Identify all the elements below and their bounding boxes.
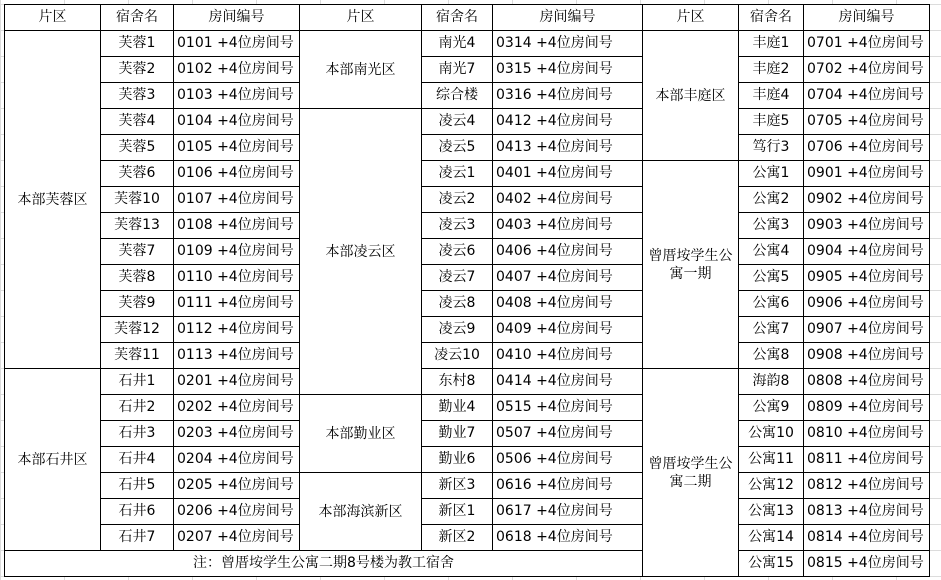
room-code-cell: 0202 +4位房间号: [174, 395, 300, 421]
dorm-name-cell: 芙蓉9: [101, 291, 174, 317]
dorm-name-cell: 新区2: [422, 525, 493, 551]
dorm-name-cell: 丰庭2: [739, 57, 804, 83]
header-room-2: 房间编号: [493, 5, 643, 31]
table-row: [5, 135, 930, 161]
room-code-cell: 0101 +4位房间号: [174, 31, 300, 57]
table-row: [5, 447, 930, 473]
dorm-name-cell: 南光7: [422, 57, 493, 83]
dorm-name-cell: 芙蓉5: [101, 135, 174, 161]
table-row: [5, 265, 930, 291]
room-code-cell: 0507 +4位房间号: [493, 421, 643, 447]
room-code-cell: 0414 +4位房间号: [493, 369, 643, 395]
room-code-cell: 0410 +4位房间号: [493, 343, 643, 369]
header-area-3: 片区: [643, 5, 739, 31]
room-code-cell: 0901 +4位房间号: [804, 161, 930, 187]
table-row: [5, 31, 930, 57]
dorm-name-cell: 芙蓉8: [101, 265, 174, 291]
table-row: [5, 421, 930, 447]
room-code-cell: 0904 +4位房间号: [804, 239, 930, 265]
table-row: [5, 525, 930, 551]
dorm-name-cell: 公寓7: [739, 317, 804, 343]
room-code-cell: 0107 +4位房间号: [174, 187, 300, 213]
dorm-name-cell: 石井2: [101, 395, 174, 421]
room-code-cell: 0106 +4位房间号: [174, 161, 300, 187]
dorm-name-cell: 笃行3: [739, 135, 804, 161]
room-code-cell: 0112 +4位房间号: [174, 317, 300, 343]
room-code-cell: 0814 +4位房间号: [804, 525, 930, 551]
room-code-cell: 0809 +4位房间号: [804, 395, 930, 421]
room-code-cell: 0406 +4位房间号: [493, 239, 643, 265]
dorm-name-cell: 凌云10: [422, 343, 493, 369]
dorm-name-cell: 丰庭4: [739, 83, 804, 109]
room-code-cell: 0903 +4位房间号: [804, 213, 930, 239]
dorm-name-cell: 凌云5: [422, 135, 493, 161]
dorm-name-cell: 芙蓉4: [101, 109, 174, 135]
room-code-cell: 0203 +4位房间号: [174, 421, 300, 447]
note-cell: 注：曾厝垵学生公寓二期8号楼为教工宿舍: [5, 551, 643, 577]
dorm-name-cell: 公寓2: [739, 187, 804, 213]
dorm-name-cell: 公寓4: [739, 239, 804, 265]
room-code-cell: 0908 +4位房间号: [804, 343, 930, 369]
dorm-name-cell: 公寓5: [739, 265, 804, 291]
header-dorm-3: 宿舍名: [739, 5, 804, 31]
dorm-name-cell: 丰庭5: [739, 109, 804, 135]
dorm-name-cell: 公寓12: [739, 473, 804, 499]
dorm-name-cell: 芙蓉12: [101, 317, 174, 343]
dorm-name-cell: 新区3: [422, 473, 493, 499]
dorm-name-cell: 凌云9: [422, 317, 493, 343]
room-code-cell: 0815 +4位房间号: [804, 551, 930, 577]
room-code-cell: 0401 +4位房间号: [493, 161, 643, 187]
dorm-name-cell: 芙蓉1: [101, 31, 174, 57]
room-code-cell: 0204 +4位房间号: [174, 447, 300, 473]
dorm-name-cell: 芙蓉13: [101, 213, 174, 239]
header-area-2: 片区: [300, 5, 422, 31]
room-code-cell: 0617 +4位房间号: [493, 499, 643, 525]
dorm-name-cell: 勤业6: [422, 447, 493, 473]
dorm-name-cell: 芙蓉2: [101, 57, 174, 83]
dorm-name-cell: 南光4: [422, 31, 493, 57]
room-code-cell: 0811 +4位房间号: [804, 447, 930, 473]
dorm-name-cell: 公寓14: [739, 525, 804, 551]
room-code-cell: 0403 +4位房间号: [493, 213, 643, 239]
room-code-cell: 0109 +4位房间号: [174, 239, 300, 265]
table-row: [5, 213, 930, 239]
dorm-name-cell: 公寓8: [739, 343, 804, 369]
room-code-cell: 0409 +4位房间号: [493, 317, 643, 343]
dorm-name-cell: 公寓13: [739, 499, 804, 525]
table-row: [5, 395, 930, 421]
dorm-name-cell: 综合楼: [422, 83, 493, 109]
dorm-name-cell: 新区1: [422, 499, 493, 525]
dorm-name-cell: 凌云6: [422, 239, 493, 265]
table-row: [5, 317, 930, 343]
room-code-cell: 0108 +4位房间号: [174, 213, 300, 239]
header-row: [5, 5, 930, 31]
table-row: [5, 343, 930, 369]
header-dorm-2: 宿舍名: [422, 5, 493, 31]
room-code-cell: 0506 +4位房间号: [493, 447, 643, 473]
room-code-cell: 0702 +4位房间号: [804, 57, 930, 83]
room-code-cell: 0104 +4位房间号: [174, 109, 300, 135]
table-row: [5, 473, 930, 499]
dorm-name-cell: 勤业7: [422, 421, 493, 447]
table-row: [5, 291, 930, 317]
room-code-cell: 0704 +4位房间号: [804, 83, 930, 109]
header-area-1: 片区: [5, 5, 101, 31]
dorm-name-cell: 公寓11: [739, 447, 804, 473]
room-code-cell: 0113 +4位房间号: [174, 343, 300, 369]
dorm-name-cell: 勤业4: [422, 395, 493, 421]
room-code-cell: 0412 +4位房间号: [493, 109, 643, 135]
room-code-cell: 0408 +4位房间号: [493, 291, 643, 317]
room-code-cell: 0907 +4位房间号: [804, 317, 930, 343]
table-row: [5, 499, 930, 525]
area-cell: 曾厝垵学生公寓二期: [643, 369, 739, 577]
room-code-cell: 0205 +4位房间号: [174, 473, 300, 499]
header-room-3: 房间编号: [804, 5, 930, 31]
dorm-name-cell: 石井6: [101, 499, 174, 525]
area-cell: 本部海滨新区: [300, 473, 422, 551]
room-code-cell: 0618 +4位房间号: [493, 525, 643, 551]
dorm-name-cell: 凌云2: [422, 187, 493, 213]
dorm-name-cell: 凌云1: [422, 161, 493, 187]
dorm-name-cell: 凌云4: [422, 109, 493, 135]
dorm-name-cell: 公寓1: [739, 161, 804, 187]
room-code-cell: 0316 +4位房间号: [493, 83, 643, 109]
room-code-cell: 0407 +4位房间号: [493, 265, 643, 291]
area-cell: 本部南光区: [300, 31, 422, 109]
area-cell: 本部芙蓉区: [5, 31, 101, 369]
room-code-cell: 0207 +4位房间号: [174, 525, 300, 551]
dorm-name-cell: 丰庭1: [739, 31, 804, 57]
table-row: [5, 187, 930, 213]
dorm-name-cell: 石井1: [101, 369, 174, 395]
dorm-name-cell: 石井5: [101, 473, 174, 499]
room-code-cell: 0315 +4位房间号: [493, 57, 643, 83]
room-code-cell: 0402 +4位房间号: [493, 187, 643, 213]
room-code-cell: 0812 +4位房间号: [804, 473, 930, 499]
dormitory-room-code-table: [4, 4, 930, 577]
table-row: [5, 161, 930, 187]
room-code-cell: 0111 +4位房间号: [174, 291, 300, 317]
room-code-cell: 0201 +4位房间号: [174, 369, 300, 395]
area-cell: 本部勤业区: [300, 395, 422, 473]
table-row: [5, 239, 930, 265]
dorm-name-cell: 公寓15: [739, 551, 804, 577]
dorm-name-cell: 凌云7: [422, 265, 493, 291]
room-code-cell: 0102 +4位房间号: [174, 57, 300, 83]
dorm-name-cell: 石井7: [101, 525, 174, 551]
table-row: [5, 83, 930, 109]
table-row: [5, 57, 930, 83]
dorm-name-cell: 公寓3: [739, 213, 804, 239]
dorm-name-cell: 芙蓉7: [101, 239, 174, 265]
dorm-name-cell: 公寓9: [739, 395, 804, 421]
room-code-cell: 0902 +4位房间号: [804, 187, 930, 213]
area-cell: 本部丰庭区: [643, 31, 739, 161]
table-row: [5, 109, 930, 135]
room-code-cell: 0906 +4位房间号: [804, 291, 930, 317]
dorm-name-cell: 芙蓉10: [101, 187, 174, 213]
room-code-cell: 0515 +4位房间号: [493, 395, 643, 421]
header-room-1: 房间编号: [174, 5, 300, 31]
room-code-cell: 0810 +4位房间号: [804, 421, 930, 447]
room-code-cell: 0314 +4位房间号: [493, 31, 643, 57]
room-code-cell: 0705 +4位房间号: [804, 109, 930, 135]
room-code-cell: 0905 +4位房间号: [804, 265, 930, 291]
room-code-cell: 0110 +4位房间号: [174, 265, 300, 291]
header-dorm-1: 宿舍名: [101, 5, 174, 31]
area-cell: 本部石井区: [5, 369, 101, 551]
dorm-name-cell: 芙蓉11: [101, 343, 174, 369]
room-code-cell: 0206 +4位房间号: [174, 499, 300, 525]
room-code-cell: 0808 +4位房间号: [804, 369, 930, 395]
area-cell: 本部凌云区: [300, 109, 422, 395]
dorm-name-cell: 石井4: [101, 447, 174, 473]
room-code-cell: 0105 +4位房间号: [174, 135, 300, 161]
room-code-cell: 0813 +4位房间号: [804, 499, 930, 525]
dorm-name-cell: 芙蓉3: [101, 83, 174, 109]
area-cell: 曾厝垵学生公寓一期: [643, 161, 739, 369]
table-row: [5, 551, 930, 577]
dorm-name-cell: 石井3: [101, 421, 174, 447]
room-code-cell: 0103 +4位房间号: [174, 83, 300, 109]
room-code-cell: 0706 +4位房间号: [804, 135, 930, 161]
room-code-cell: 0616 +4位房间号: [493, 473, 643, 499]
dorm-name-cell: 东村8: [422, 369, 493, 395]
table-row: [5, 369, 930, 395]
dorm-name-cell: 公寓6: [739, 291, 804, 317]
dorm-name-cell: 公寓10: [739, 421, 804, 447]
dorm-name-cell: 芙蓉6: [101, 161, 174, 187]
dorm-name-cell: 凌云3: [422, 213, 493, 239]
dorm-name-cell: 凌云8: [422, 291, 493, 317]
room-code-cell: 0701 +4位房间号: [804, 31, 930, 57]
room-code-cell: 0413 +4位房间号: [493, 135, 643, 161]
dorm-name-cell: 海韵8: [739, 369, 804, 395]
